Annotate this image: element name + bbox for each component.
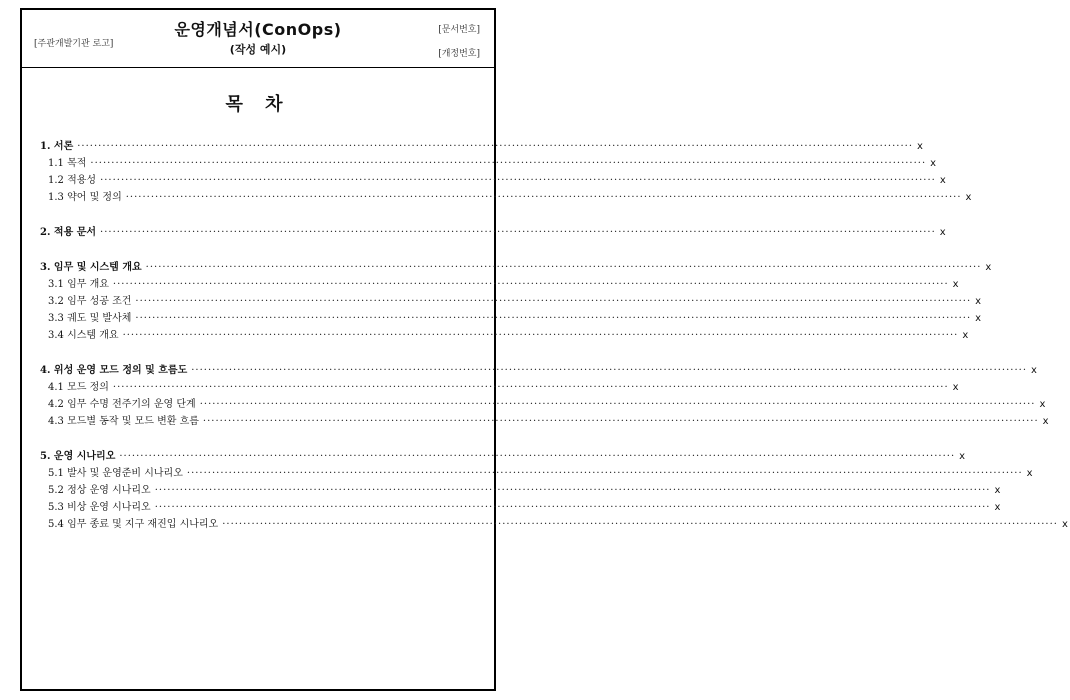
toc-entry-label: 3.1 임무 개요 [48,279,109,290]
toc-page-number: x [985,262,992,273]
toc-entry[interactable] [40,499,1001,516]
toc-entry-label: 1.1 목적 [48,158,87,169]
toc-page-number: x [939,227,946,238]
toc-page-number: x [1042,416,1049,427]
toc-entry-label: 1.3 약어 및 정의 [48,192,122,203]
toc-leader-dots: ········································································································································································································ [100,227,936,238]
toc-entry-label: 5.4 임무 종료 및 지구 재진입 시나리오 [48,519,219,530]
table-of-contents [40,138,1068,533]
document-title: 운영개념서(ConOps) [174,20,342,39]
toc-entry[interactable] [40,259,992,276]
toc-entry-label: 4.3 모드별 동작 및 모드 변환 흐름 [48,416,199,427]
toc-entry-label: 5.3 비상 운영 시나리오 [48,502,151,513]
toc-title: 목 차 [225,94,291,115]
toc-entry[interactable] [40,413,1049,430]
toc-leader-dots: ········································································································································································································ [199,399,1036,410]
toc-entry[interactable] [40,310,982,327]
toc-leader-dots: ········································································································································································································ [186,468,1023,479]
toc-leader-dots: ········································································································································································································ [222,519,1058,530]
document-subtitle: (작성 예시) [229,43,287,56]
toc-page-number: x [962,330,969,341]
toc-entry-label: 5. 운영 시나리오 [40,451,116,462]
toc-entry-label: 5.1 발사 및 운영준비 시나리오 [48,468,183,479]
toc-entry[interactable] [40,379,959,396]
toc-entry[interactable] [40,293,982,310]
toc-leader-dots: ········································································································································································································ [112,382,949,393]
toc-page-number: x [1061,519,1068,530]
doc-number-field: [문서번호] [438,25,480,35]
toc-page-number: x [1031,365,1037,376]
toc-page-number: x [952,382,959,393]
document-page [20,8,1068,691]
toc-entry-label: 3.4 시스템 개요 [48,330,119,341]
toc-page-number: x [1039,399,1046,410]
toc-page-number: x [952,279,959,290]
toc-leader-dots: ········································································································································································································ [112,279,949,290]
toc-entry[interactable] [40,396,1046,413]
toc-page-number: x [975,313,982,324]
toc-page-number: x [994,485,1001,496]
toc-entry-label: 3. 임무 및 시스템 개요 [40,262,142,273]
toc-leader-dots: ········································································································································································································ [154,502,991,513]
toc-entry[interactable] [40,516,1068,533]
toc-page-number: x [975,296,982,307]
toc-entry[interactable] [40,465,1033,482]
toc-leader-dots: ········································································································································································································ [122,330,959,341]
toc-page-number: x [965,192,972,203]
toc-leader-dots: ········································································································································································································ [135,313,972,324]
toc-leader-dots: ········································································································································································································ [125,192,962,203]
toc-leader-dots: ········································································································································································································ [202,416,1039,427]
toc-entry[interactable] [40,448,966,465]
toc-entry[interactable] [40,155,937,172]
toc-entry[interactable] [40,224,946,241]
toc-entry[interactable] [40,189,972,206]
toc-entry-label: 4. 위성 운영 모드 정의 및 흐름도 [40,365,188,376]
toc-leader-dots: ········································································································································································································ [90,158,927,169]
toc-leader-dots: ········································································································································································································ [145,262,982,273]
toc-entry[interactable] [40,482,1001,499]
revision-number-field: [개정번호] [438,49,480,59]
toc-page-number: x [994,502,1001,513]
org-logo-placeholder: [주관개발기관 로고] [34,39,114,49]
toc-page-number: x [917,141,923,152]
toc-leader-dots: ········································································································································································································ [77,141,913,152]
toc-entry-label: 1.2 적용성 [48,175,97,186]
toc-entry-label: 4.2 임무 수명 전주기의 운영 단계 [48,399,196,410]
toc-page-number: x [930,158,937,169]
toc-page-number: x [939,175,946,186]
toc-leader-dots: ········································································································································································································ [119,451,956,462]
toc-page-number: x [1026,468,1033,479]
toc-entry-label: 3.2 임무 성공 조건 [48,296,132,307]
toc-leader-dots: ········································································································································································································ [154,485,991,496]
toc-leader-dots: ········································································································································································································ [135,296,972,307]
document-header [22,10,494,68]
toc-entry[interactable] [40,276,959,293]
toc-entry[interactable] [40,327,969,344]
toc-entry-label: 4.1 모드 정의 [48,382,109,393]
toc-entry[interactable] [40,172,946,189]
toc-entry-label: 3.3 궤도 및 발사체 [48,313,132,324]
toc-entry[interactable] [40,138,923,155]
toc-entry-label: 5.2 정상 운영 시나리오 [48,485,151,496]
toc-entry[interactable] [40,362,1037,379]
toc-leader-dots: ········································································································································································································ [100,175,936,186]
toc-page-number: x [959,451,966,462]
toc-entry-label: 2. 적용 문서 [40,227,97,238]
toc-leader-dots: ········································································································································································································ [191,365,1027,376]
toc-entry-label: 1. 서론 [40,141,74,152]
